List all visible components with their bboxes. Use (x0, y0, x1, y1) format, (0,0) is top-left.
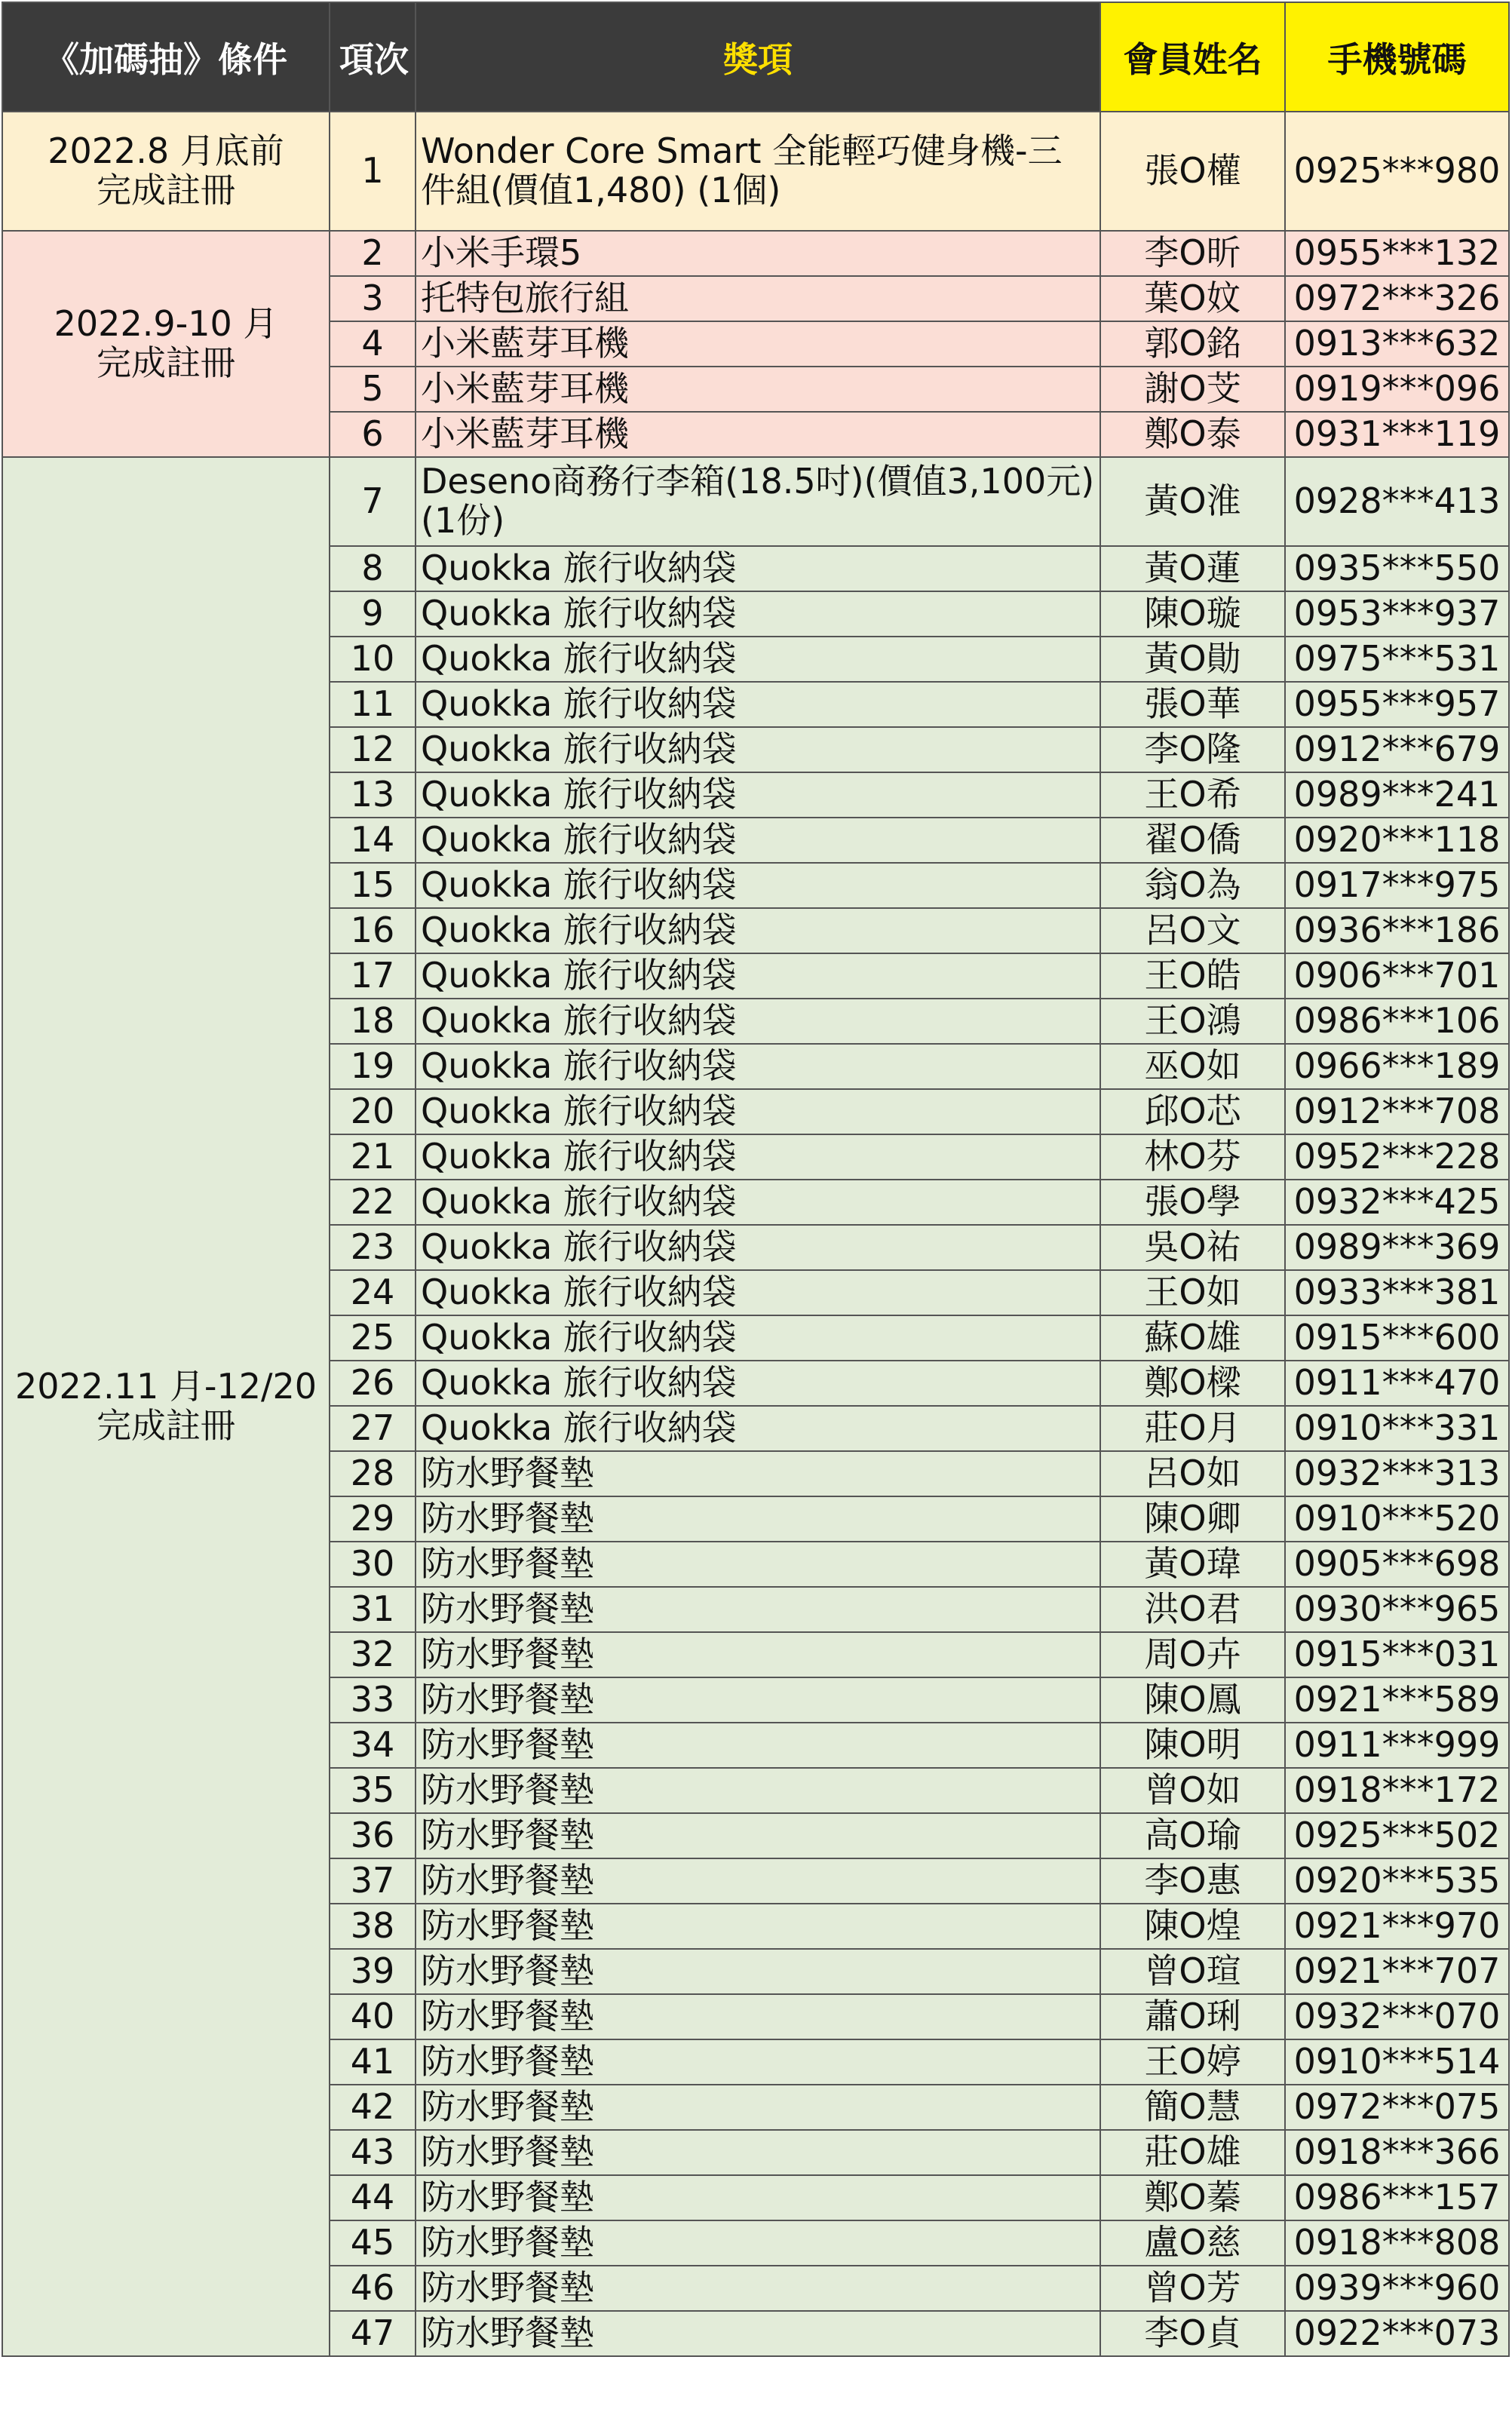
phone-cell: 0932***425 (1285, 1180, 1509, 1225)
phone-cell: 0932***313 (1285, 1451, 1509, 1496)
table-row (2, 231, 1509, 276)
phone-cell: 0918***366 (1285, 2130, 1509, 2175)
phone-cell: 0935***550 (1285, 546, 1509, 591)
member-name-cell: 陳O卿 (1100, 1496, 1285, 1542)
item-no-cell: 23 (330, 1225, 416, 1270)
winners-table (2, 2, 1510, 2357)
phone-cell: 0925***502 (1285, 1813, 1509, 1858)
member-name-cell: 王O婷 (1100, 2039, 1285, 2085)
member-name-cell: 莊O月 (1100, 1406, 1285, 1451)
phone-cell: 0936***186 (1285, 908, 1509, 953)
prize-cell: 防水野餐墊 (416, 1542, 1100, 1587)
prize-cell: Quokka 旅行收納袋 (416, 772, 1100, 818)
phone-cell: 0931***119 (1285, 412, 1509, 457)
phone-cell: 0932***070 (1285, 1994, 1509, 2039)
phone-cell: 0913***632 (1285, 321, 1509, 367)
header-member-name: 會員姓名 (1100, 2, 1285, 112)
item-no-cell: 33 (330, 1677, 416, 1723)
phone-cell: 0918***172 (1285, 1768, 1509, 1813)
phone-cell: 0910***514 (1285, 2039, 1509, 2085)
item-no-cell: 45 (330, 2220, 416, 2266)
member-name-cell: 呂O文 (1100, 908, 1285, 953)
phone-cell: 0939***960 (1285, 2266, 1509, 2311)
prize-cell: Wonder Core Smart 全能輕巧健身機-三件組(價值1,480) (1個) (416, 112, 1100, 231)
item-no-cell: 17 (330, 953, 416, 999)
prize-cell: Quokka 旅行收納袋 (416, 637, 1100, 682)
prize-cell: 防水野餐墊 (416, 1768, 1100, 1813)
member-name-cell: 吳O祐 (1100, 1225, 1285, 1270)
item-no-cell: 24 (330, 1270, 416, 1315)
member-name-cell: 黃O瑋 (1100, 1542, 1285, 1587)
member-name-cell: 郭O銘 (1100, 321, 1285, 367)
prize-cell: 防水野餐墊 (416, 1496, 1100, 1542)
item-no-cell: 19 (330, 1044, 416, 1089)
member-name-cell: 李O隆 (1100, 727, 1285, 772)
phone-cell: 0906***701 (1285, 953, 1509, 999)
phone-cell: 0975***531 (1285, 637, 1509, 682)
member-name-cell: 邱O芯 (1100, 1089, 1285, 1134)
table-row (2, 112, 1509, 231)
table-row (2, 457, 1509, 546)
item-no-cell: 5 (330, 367, 416, 412)
member-name-cell: 鄭O泰 (1100, 412, 1285, 457)
prize-cell: 防水野餐墊 (416, 2220, 1100, 2266)
member-name-cell: 周O卉 (1100, 1632, 1285, 1677)
prize-cell: 防水野餐墊 (416, 2039, 1100, 2085)
member-name-cell: 陳O鳳 (1100, 1677, 1285, 1723)
item-no-cell: 44 (330, 2175, 416, 2220)
member-name-cell: 黃O蓮 (1100, 546, 1285, 591)
item-no-cell: 14 (330, 818, 416, 863)
item-no-cell: 16 (330, 908, 416, 953)
prize-cell: 防水野餐墊 (416, 1813, 1100, 1858)
prize-cell: Deseno商務行李箱(18.5吋)(價值3,100元)(1份) (416, 457, 1100, 546)
condition-cell: 2022.8 月底前 完成註冊 (2, 112, 330, 231)
prize-cell: Quokka 旅行收納袋 (416, 908, 1100, 953)
phone-cell: 0928***413 (1285, 457, 1509, 546)
item-no-cell: 30 (330, 1542, 416, 1587)
prize-cell: 防水野餐墊 (416, 1677, 1100, 1723)
phone-cell: 0918***808 (1285, 2220, 1509, 2266)
item-no-cell: 40 (330, 1994, 416, 2039)
member-name-cell: 陳O煌 (1100, 1904, 1285, 1949)
item-no-cell: 27 (330, 1406, 416, 1451)
prize-cell: Quokka 旅行收納袋 (416, 1270, 1100, 1315)
phone-cell: 0917***975 (1285, 863, 1509, 908)
item-no-cell: 42 (330, 2085, 416, 2130)
prize-cell: 防水野餐墊 (416, 2266, 1100, 2311)
phone-cell: 0953***937 (1285, 591, 1509, 637)
phone-cell: 0915***031 (1285, 1632, 1509, 1677)
prize-cell: 防水野餐墊 (416, 1994, 1100, 2039)
phone-cell: 0966***189 (1285, 1044, 1509, 1089)
member-name-cell: 黃O淮 (1100, 457, 1285, 546)
phone-cell: 0919***096 (1285, 367, 1509, 412)
member-name-cell: 盧O慈 (1100, 2220, 1285, 2266)
prize-cell: Quokka 旅行收納袋 (416, 1044, 1100, 1089)
phone-cell: 0912***708 (1285, 1089, 1509, 1134)
member-name-cell: 王O皓 (1100, 953, 1285, 999)
item-no-cell: 11 (330, 682, 416, 727)
phone-cell: 0986***157 (1285, 2175, 1509, 2220)
prize-cell: Quokka 旅行收納袋 (416, 1089, 1100, 1134)
phone-cell: 0921***970 (1285, 1904, 1509, 1949)
prize-cell: Quokka 旅行收納袋 (416, 999, 1100, 1044)
item-no-cell: 7 (330, 457, 416, 546)
item-no-cell: 2 (330, 231, 416, 276)
prize-cell: Quokka 旅行收納袋 (416, 818, 1100, 863)
item-no-cell: 6 (330, 412, 416, 457)
prize-cell: 小米手環5 (416, 231, 1100, 276)
prize-cell: 托特包旅行組 (416, 276, 1100, 321)
prize-cell: Quokka 旅行收納袋 (416, 682, 1100, 727)
header-row (2, 2, 1509, 112)
condition-cell: 2022.11 月-12/20 完成註冊 (2, 457, 330, 2356)
member-name-cell: 王O希 (1100, 772, 1285, 818)
item-no-cell: 18 (330, 999, 416, 1044)
item-no-cell: 43 (330, 2130, 416, 2175)
phone-cell: 0920***118 (1285, 818, 1509, 863)
condition-cell: 2022.9-10 月 完成註冊 (2, 231, 330, 457)
prize-cell: 防水野餐墊 (416, 2130, 1100, 2175)
prize-cell: Quokka 旅行收納袋 (416, 546, 1100, 591)
prize-cell: 防水野餐墊 (416, 1858, 1100, 1904)
member-name-cell: 巫O如 (1100, 1044, 1285, 1089)
phone-cell: 0933***381 (1285, 1270, 1509, 1315)
phone-cell: 0952***228 (1285, 1134, 1509, 1180)
prize-cell: Quokka 旅行收納袋 (416, 1315, 1100, 1361)
phone-cell: 0921***707 (1285, 1949, 1509, 1994)
member-name-cell: 李O惠 (1100, 1858, 1285, 1904)
prize-cell: Quokka 旅行收納袋 (416, 863, 1100, 908)
item-no-cell: 20 (330, 1089, 416, 1134)
phone-cell: 0955***132 (1285, 231, 1509, 276)
member-name-cell: 曾O瑄 (1100, 1949, 1285, 1994)
prize-cell: 防水野餐墊 (416, 2311, 1100, 2356)
table-body (2, 112, 1509, 2356)
item-no-cell: 8 (330, 546, 416, 591)
phone-cell: 0912***679 (1285, 727, 1509, 772)
member-name-cell: 陳O璇 (1100, 591, 1285, 637)
header-condition: 《加碼抽》條件 (2, 2, 330, 112)
item-no-cell: 37 (330, 1858, 416, 1904)
member-name-cell: 簡O慧 (1100, 2085, 1285, 2130)
phone-cell: 0989***369 (1285, 1225, 1509, 1270)
member-name-cell: 張O權 (1100, 112, 1285, 231)
item-no-cell: 15 (330, 863, 416, 908)
member-name-cell: 林O芬 (1100, 1134, 1285, 1180)
member-name-cell: 張O華 (1100, 682, 1285, 727)
member-name-cell: 李O昕 (1100, 231, 1285, 276)
prize-cell: 防水野餐墊 (416, 1451, 1100, 1496)
phone-cell: 0972***075 (1285, 2085, 1509, 2130)
prize-cell: 小米藍芽耳機 (416, 321, 1100, 367)
item-no-cell: 46 (330, 2266, 416, 2311)
phone-cell: 0905***698 (1285, 1542, 1509, 1587)
item-no-cell: 28 (330, 1451, 416, 1496)
member-name-cell: 翟O僑 (1100, 818, 1285, 863)
prize-cell: Quokka 旅行收納袋 (416, 953, 1100, 999)
member-name-cell: 陳O明 (1100, 1723, 1285, 1768)
item-no-cell: 12 (330, 727, 416, 772)
phone-cell: 0920***535 (1285, 1858, 1509, 1904)
phone-cell: 0910***331 (1285, 1406, 1509, 1451)
member-name-cell: 謝O芠 (1100, 367, 1285, 412)
prize-cell: 防水野餐墊 (416, 1632, 1100, 1677)
item-no-cell: 4 (330, 321, 416, 367)
member-name-cell: 蕭O琍 (1100, 1994, 1285, 2039)
member-name-cell: 張O學 (1100, 1180, 1285, 1225)
item-no-cell: 34 (330, 1723, 416, 1768)
phone-cell: 0921***589 (1285, 1677, 1509, 1723)
phone-cell: 0925***980 (1285, 112, 1509, 231)
prize-cell: 防水野餐墊 (416, 1587, 1100, 1632)
phone-cell: 0930***965 (1285, 1587, 1509, 1632)
phone-cell: 0911***470 (1285, 1361, 1509, 1406)
item-no-cell: 10 (330, 637, 416, 682)
item-no-cell: 26 (330, 1361, 416, 1406)
item-no-cell: 22 (330, 1180, 416, 1225)
prize-cell: 小米藍芽耳機 (416, 412, 1100, 457)
prize-cell: 防水野餐墊 (416, 1904, 1100, 1949)
item-no-cell: 32 (330, 1632, 416, 1677)
member-name-cell: 翁O為 (1100, 863, 1285, 908)
item-no-cell: 1 (330, 112, 416, 231)
phone-cell: 0915***600 (1285, 1315, 1509, 1361)
prize-cell: Quokka 旅行收納袋 (416, 727, 1100, 772)
item-no-cell: 47 (330, 2311, 416, 2356)
item-no-cell: 31 (330, 1587, 416, 1632)
member-name-cell: 鄭O樑 (1100, 1361, 1285, 1406)
prize-cell: 防水野餐墊 (416, 1949, 1100, 1994)
item-no-cell: 39 (330, 1949, 416, 1994)
phone-cell: 0986***106 (1285, 999, 1509, 1044)
phone-cell: 0910***520 (1285, 1496, 1509, 1542)
header-prize: 獎項 (416, 2, 1100, 112)
prize-cell: Quokka 旅行收納袋 (416, 591, 1100, 637)
member-name-cell: 莊O雄 (1100, 2130, 1285, 2175)
phone-cell: 0922***073 (1285, 2311, 1509, 2356)
prize-cell: Quokka 旅行收納袋 (416, 1361, 1100, 1406)
item-no-cell: 41 (330, 2039, 416, 2085)
prize-cell: Quokka 旅行收納袋 (416, 1225, 1100, 1270)
prize-cell: 防水野餐墊 (416, 1723, 1100, 1768)
item-no-cell: 29 (330, 1496, 416, 1542)
prize-cell: 小米藍芽耳機 (416, 367, 1100, 412)
member-name-cell: 蘇O雄 (1100, 1315, 1285, 1361)
phone-cell: 0989***241 (1285, 772, 1509, 818)
member-name-cell: 呂O如 (1100, 1451, 1285, 1496)
prize-cell: Quokka 旅行收納袋 (416, 1406, 1100, 1451)
header-item-no: 項次 (330, 2, 416, 112)
member-name-cell: 王O如 (1100, 1270, 1285, 1315)
item-no-cell: 36 (330, 1813, 416, 1858)
member-name-cell: 曾O芳 (1100, 2266, 1285, 2311)
member-name-cell: 葉O妏 (1100, 276, 1285, 321)
prize-cell: Quokka 旅行收納袋 (416, 1134, 1100, 1180)
member-name-cell: 王O鴻 (1100, 999, 1285, 1044)
header-phone: 手機號碼 (1285, 2, 1509, 112)
item-no-cell: 35 (330, 1768, 416, 1813)
member-name-cell: 鄭O蓁 (1100, 2175, 1285, 2220)
prize-cell: 防水野餐墊 (416, 2085, 1100, 2130)
item-no-cell: 13 (330, 772, 416, 818)
phone-cell: 0911***999 (1285, 1723, 1509, 1768)
prize-cell: 防水野餐墊 (416, 2175, 1100, 2220)
phone-cell: 0972***326 (1285, 276, 1509, 321)
member-name-cell: 曾O如 (1100, 1768, 1285, 1813)
prize-cell: Quokka 旅行收納袋 (416, 1180, 1100, 1225)
item-no-cell: 21 (330, 1134, 416, 1180)
member-name-cell: 李O貞 (1100, 2311, 1285, 2356)
item-no-cell: 25 (330, 1315, 416, 1361)
member-name-cell: 高O瑜 (1100, 1813, 1285, 1858)
item-no-cell: 9 (330, 591, 416, 637)
item-no-cell: 3 (330, 276, 416, 321)
item-no-cell: 38 (330, 1904, 416, 1949)
phone-cell: 0955***957 (1285, 682, 1509, 727)
member-name-cell: 黃O勛 (1100, 637, 1285, 682)
member-name-cell: 洪O君 (1100, 1587, 1285, 1632)
